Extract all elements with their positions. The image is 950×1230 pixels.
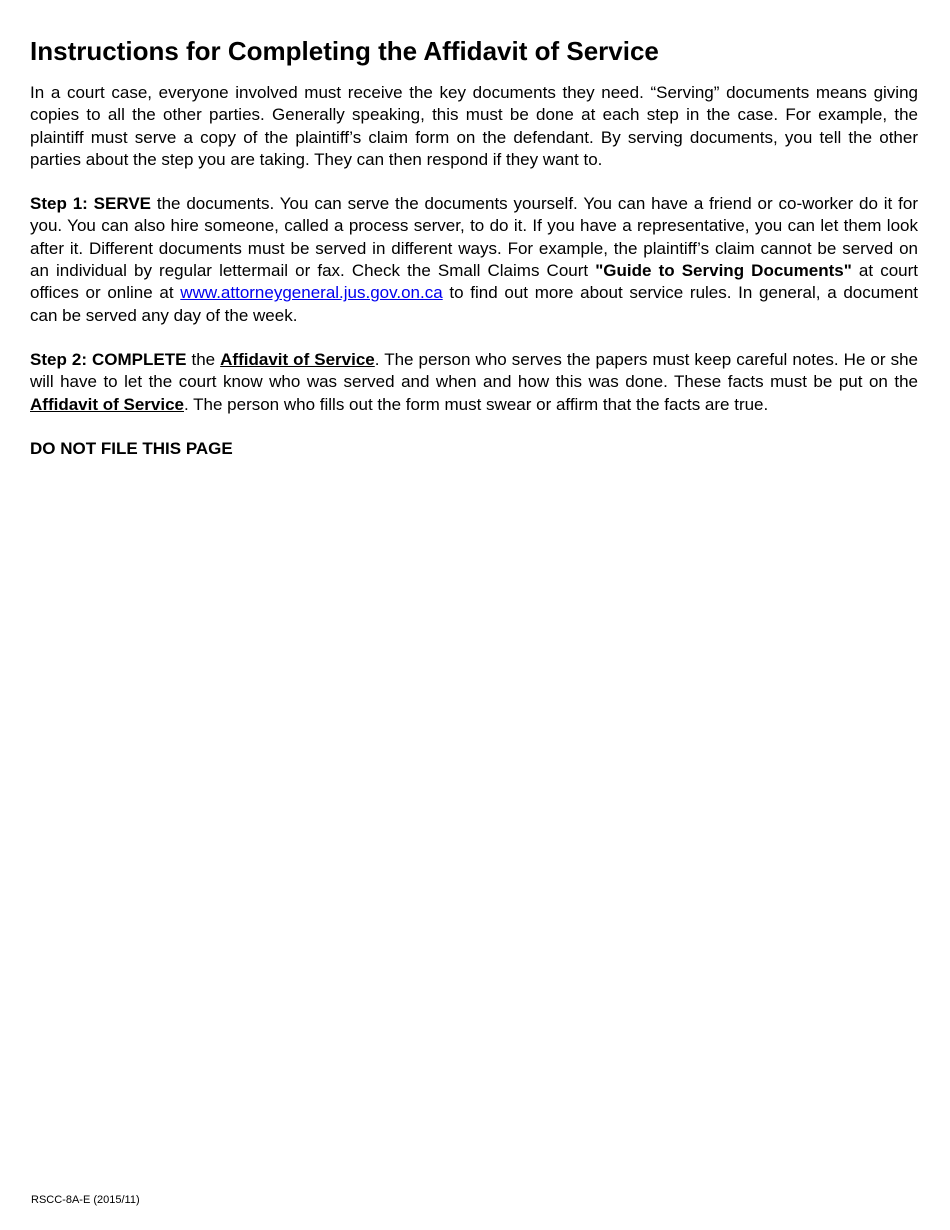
step2-text-b: . The person who serves the papers must keep careful notes. He or she will have to let the court know who was served and when and how this was done. These facts must be put on the [30, 349, 918, 392]
step2-text-a: the [186, 349, 221, 369]
step2-paragraph [30, 349, 918, 416]
step2-text-c: . The person who fills out the form must swear or affirm that the facts are true. [184, 394, 769, 414]
step1-text-b: at court offices or online at [30, 261, 918, 303]
form-code-footer: RSCC-8A-E (2015/11) [31, 1194, 140, 1206]
step1-text-c: to find out more about service rules. In general, a document can be served any day of the week. [30, 283, 919, 325]
step1-text-a: the documents. You can serve the documents yourself. You can have a friend or co-worker do it for you. You can also hire someone, called a process server, to do it. If you have a representative, you can let them look after it. Different documents must be served in different ways. For example, the plaintiff’s claim cannot be served on an individual by regular lettermail or fax. Check the Small Claims Court [30, 194, 918, 281]
affidavit-form-name: Affidavit of Service [220, 349, 375, 369]
page-title: Instructions for Completing the Affidavit of Service [30, 36, 659, 66]
step1-label: Step 1: SERVE [30, 194, 151, 214]
step1-paragraph [30, 193, 918, 327]
guide-title: "Guide to Serving Documents" [595, 261, 852, 281]
step2-label: Step 2: COMPLETE [30, 349, 187, 369]
do-not-file-notice: DO NOT FILE THIS PAGE [30, 438, 233, 458]
instructions-page [30, 34, 918, 460]
attorney-general-link[interactable]: www.attorneygeneral.jus.gov.on.ca [180, 283, 443, 303]
intro-paragraph: In a court case, everyone involved must receive the key documents they need. “Serving” documents means giving copies to all the other parties. Generally speaking, this must be done at each step in the case. For example, the plaintiff must serve a copy of the plaintiff’s claim form on the defendant. By serving documents, you tell the other parties about the step you are taking. They can then respond if they want to. [30, 83, 918, 169]
affidavit-form-name-2: Affidavit of Service [30, 394, 184, 414]
